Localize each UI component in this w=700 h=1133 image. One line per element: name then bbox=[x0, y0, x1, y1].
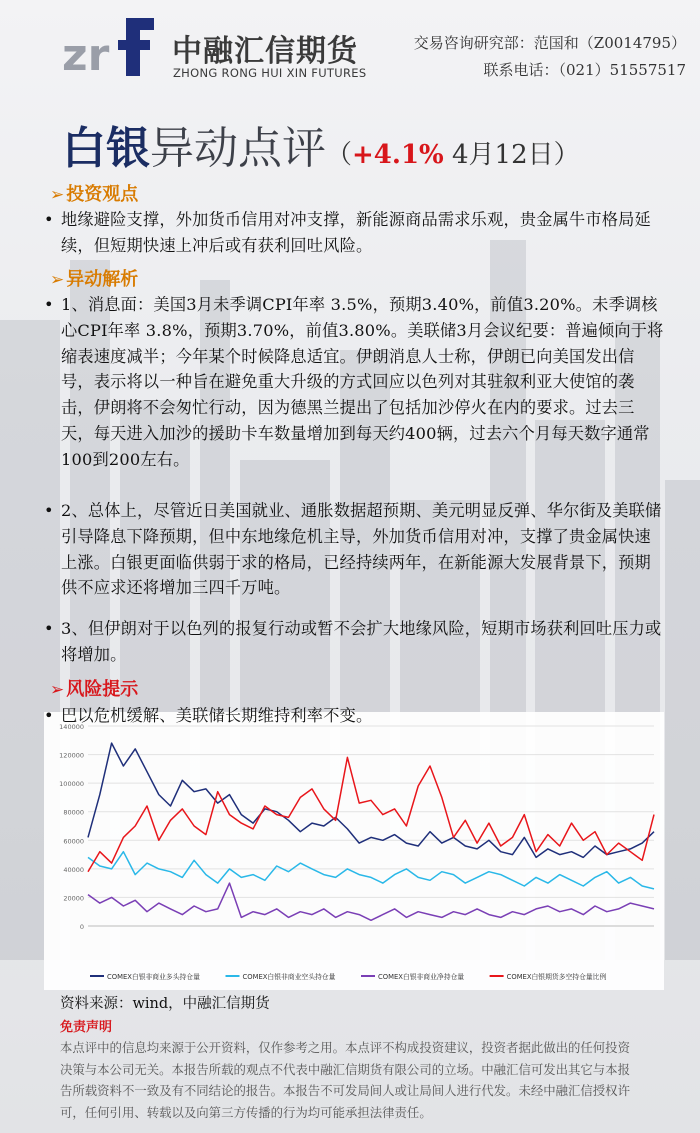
phone-line: 联系电话：（021）51557517 bbox=[483, 61, 686, 79]
title-commodity: 白银 bbox=[62, 123, 150, 174]
arrow-icon: ➢ bbox=[50, 270, 65, 290]
disclaimer-text: 本点评中的信息均来源于公开资料，仅作参考之用。本点评不构成投资建议，投资者据此做出的任何投资决策与本公司无关。本报告所载的观点不代表中融汇信期货有限公司的立场。中融汇信可发出其它与本报告所载资料不一致及有不同结论的报告。本报告不可发局间人或让局间人进行代发。未经中融汇信授权许可，任何引用、转载以及向第三方传播的行为均可能承担法律责任。 bbox=[60, 1040, 630, 1120]
legend-label: COMEX白银非商业净持仓量 bbox=[378, 973, 465, 981]
section-head-risk: ➢ 风险提示 bbox=[50, 679, 139, 700]
disclaimer-title: 免责声明 bbox=[60, 1020, 113, 1035]
y-tick-label: 60000 bbox=[63, 837, 84, 846]
arrow-icon: ➢ bbox=[50, 185, 65, 205]
legend-label: COMEX白银期货多空持仓量比例 bbox=[506, 973, 607, 981]
analysis-paragraph-3: • 3、但伊朗对于以色列的报复行动或暂不会扩大地缘风险，短期市场获利回吐压力或将增加。 bbox=[44, 616, 664, 668]
positions-chart-svg bbox=[44, 712, 664, 990]
legend-label: COMEX白银非商业空头持仓量 bbox=[242, 973, 336, 981]
y-tick-label: 80000 bbox=[63, 808, 84, 817]
bullet-icon: • bbox=[44, 706, 54, 725]
series-line bbox=[88, 883, 654, 920]
company-logo bbox=[60, 12, 380, 88]
series-line bbox=[88, 852, 654, 889]
logo-english-name: ZHONG RONG HUI XIN FUTURES bbox=[173, 66, 367, 80]
y-tick-label: 0 bbox=[79, 923, 84, 931]
analysis-paragraph-1: • 1、消息面：美国3月未季调CPI年率 3.5%，预期3.40%，前值3.20%。未季调核心CPI年率 3.8%，预期3.70%，前值3.80%。美联储3月会议纪要：普遍倾向于将缩表速度减半；今年某个时候降息适宜。伊朗消息人士称，伊朗已向美国发出信号，表示将以一种旨在避免重大升级的方式回应以色列对其驻叙利亚大使馆的袭击，伊朗将不会匆忙行动，因为德黑兰提出了包括加沙停火在内的要求。过去三天，每天进入加沙的援助卡车数量增加到每天约400辆，过去六个月每天数字通常100到200左右。 bbox=[44, 292, 664, 473]
arrow-icon: ➢ bbox=[50, 680, 65, 700]
title-date: 4月12日） bbox=[443, 140, 580, 170]
view-paragraph: • 地缘避险支撑，外加货币信用对冲支撑，新能源商品需求乐观，贵金属牛市格局延续，但短期快速上冲后或有获利回吐风险。 bbox=[44, 207, 664, 259]
bullet-icon: • bbox=[44, 295, 54, 314]
title-subject: 异动点评 bbox=[150, 123, 326, 174]
bullet-icon: • bbox=[44, 619, 54, 638]
positions-chart bbox=[44, 712, 664, 990]
data-source: 资料来源：wind，中融汇信期货 bbox=[60, 996, 270, 1012]
title-change: +4.1% bbox=[352, 140, 444, 170]
y-tick-label: 100000 bbox=[59, 780, 84, 789]
risk-paragraph: • 巴以危机缓解、美联储长期维持利率不变。 bbox=[44, 703, 664, 729]
svg-text:zr: zr bbox=[62, 30, 110, 81]
y-tick-label: 140000 bbox=[59, 723, 84, 731]
analyst-line: 交易咨询研究部：范国和（Z0014795） bbox=[413, 34, 686, 52]
title-open-paren: （ bbox=[326, 140, 353, 170]
contact-block bbox=[414, 30, 686, 84]
zrf-logo-icon bbox=[60, 12, 165, 84]
legend-label: COMEX白银非商业多头持仓量 bbox=[107, 973, 200, 981]
bullet-icon: • bbox=[44, 501, 54, 520]
y-tick-label: 20000 bbox=[63, 894, 84, 903]
logo-chinese-name: 中融汇信期货 bbox=[172, 34, 358, 69]
section-head-view: ➢ 投资观点 bbox=[50, 184, 139, 205]
page-title bbox=[62, 112, 580, 176]
bullet-icon: • bbox=[44, 210, 54, 229]
series-line bbox=[88, 757, 654, 871]
analysis-paragraph-2: • 2、总体上，尽管近日美国就业、通胀数据超预期、美元明显反弹、华尔街及美联储引导降息下降预期，但中东地缘危机主导，外加货币信用对冲，支撑了贵金属快速上涨。白银更面临供弱于求的格局，已经持续两年，在新能源大发展背景下，预期供不应求还将增加三四千万吨。 bbox=[44, 498, 664, 601]
y-tick-label: 40000 bbox=[63, 865, 84, 874]
y-tick-label: 120000 bbox=[59, 751, 84, 760]
section-head-analysis: ➢ 异动解析 bbox=[50, 269, 139, 290]
